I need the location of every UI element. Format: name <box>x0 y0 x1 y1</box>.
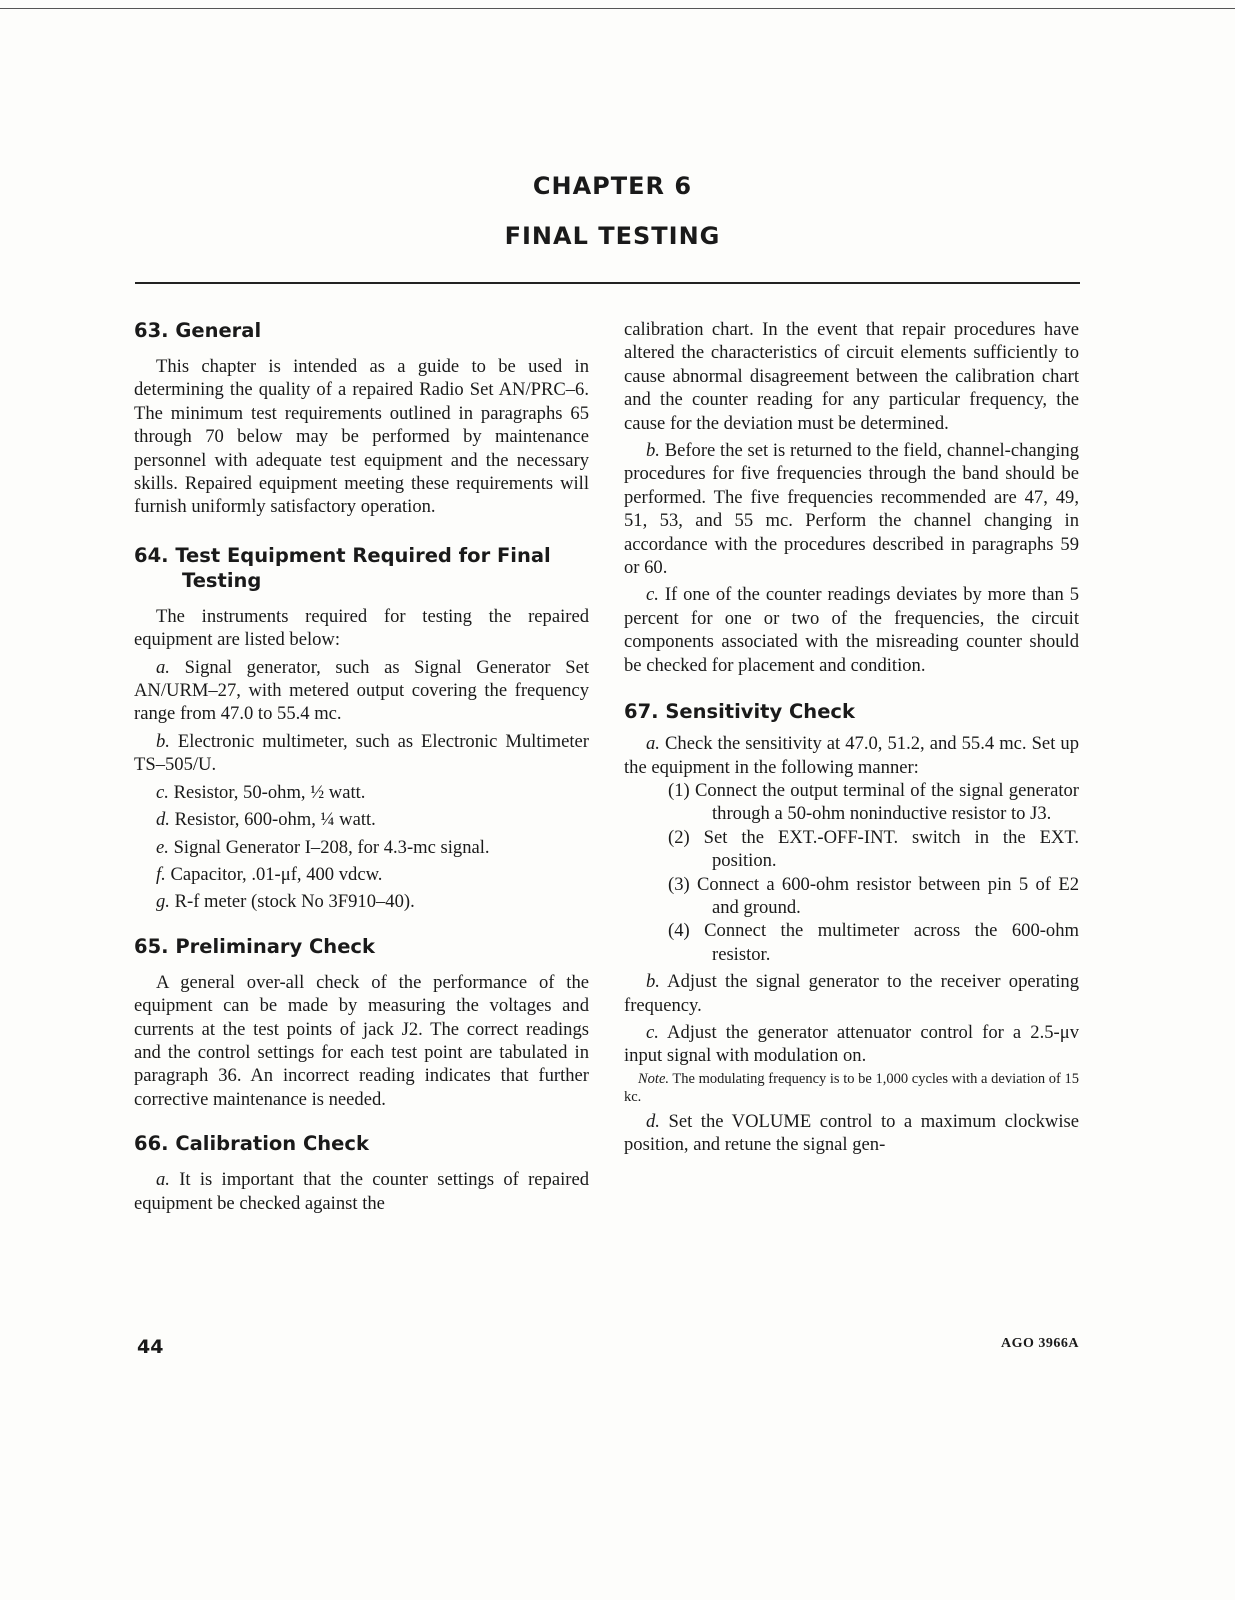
section-66-continuation: calibration chart. In the event that repair procedures have altered the characteristics of circuit elements sufficiently to cause abnormal disagreement between the calibration chart and the counter reading for any particular frequency, the cause for the deviation must be determined. <box>624 319 1079 434</box>
header-divider <box>135 282 1080 284</box>
right-column <box>624 318 1079 1157</box>
section-67-para-b: b. Adjust the signal generator to the receiver operating frequency. <box>624 971 1079 1016</box>
section-63-text: This chapter is intended as a guide to be used in determining the quality of a repaired Radio Set AN/PRC–6. The minimum test requirements outlined in paragraphs 65 through 70 below may be performed by maintenance personnel with adequate test equipment and the necessary skills. Repaired equipment meeting these requirements will furnish uniformly satisfactory operation. <box>134 356 589 518</box>
section-64-intro: The instruments required for testing the repaired equipment are listed below: <box>134 605 589 651</box>
chapter-number: CHAPTER 6 <box>532 172 693 200</box>
equipment-item-g: g. R-f meter (stock No 3F910–40). <box>156 891 415 913</box>
section-67-heading: 67. Sensitivity Check <box>624 700 855 724</box>
section-67-para-c: c. Adjust the generator attenuator control for a 2.5-μv input signal with modulation on. <box>624 1021 1080 1067</box>
section-66 <box>134 1131 589 1215</box>
setup-step-2: (2) Set the EXT.-OFF-INT. switch in the EXT. position. <box>668 826 1079 872</box>
section-66-heading: 66. Calibration Check <box>134 1132 369 1156</box>
left-column <box>134 318 589 1215</box>
ago-number: AGO 3966A <box>1001 1336 1079 1351</box>
setup-step-1: (1) Connect the output terminal of the signal generator through a 50-ohm noninductive resistor to J3. <box>668 779 1079 825</box>
section-63-heading: 63. General <box>134 319 262 342</box>
section-65-heading: 65. Preliminary Check <box>134 934 375 958</box>
section-67 <box>624 699 1079 1157</box>
section-65 <box>134 934 589 1111</box>
equipment-item-f: f. Capacitor, .01-μf, 400 vdcw. <box>156 863 383 885</box>
section-65-text: A general over-all check of the performance of the equipment can be made by measuring the voltages and currents at the test points of jack J2. The correct readings and the control settings for each test point are tabulated in paragraph 36. An incorrect reading indicates that further corrective maintenance is needed. <box>134 971 589 1110</box>
chapter-title: FINAL TESTING <box>504 222 721 250</box>
section-67-para-a: a. Check the sensitivity at 47.0, 51.2, and 55.4 mc. Set up the equipment in the following manner: <box>624 733 1079 778</box>
setup-steps <box>624 779 1079 966</box>
section-67-para-d: d. Set the VOLUME control to a maximum clockwise position, and retune the signal gen- <box>624 1110 1079 1156</box>
section-66-para-b: b. Before the set is returned to the field, channel-changing procedures for five frequencies through the band should be performed. The five frequencies recommended are 47, 49, 51, 53, and 55 mc. Perform the channel changing in accordance with the procedures described in paragraphs 59 or 60. <box>624 440 1079 579</box>
section-66-para-a: a. It is important that the counter settings of repaired equipment be checked against the <box>134 1169 589 1214</box>
section-64 <box>134 543 589 914</box>
equipment-item-a: a. Signal generator, such as Signal Generator Set AN/URM–27, with metered output covering the frequency range from 47.0 to 55.4 mc. <box>134 656 589 725</box>
section-66-para-c: c. If one of the counter readings deviates by more than 5 percent for one or two of the frequencies, the circuit components associated with the misreading counter should be checked for placement and condition. <box>624 584 1079 676</box>
equipment-item-e: e. Signal Generator I–208, for 4.3-mc signal. <box>156 836 490 858</box>
section-63 <box>134 318 589 519</box>
setup-step-3: (3) Connect a 600-ohm resistor between pin 5 of E2 and ground. <box>668 873 1079 918</box>
page-number: 44 <box>137 1336 164 1358</box>
equipment-item-b: b. Electronic multimeter, such as Electronic Multimeter TS–505/U. <box>134 730 589 776</box>
section-67-note: Note. The modulating frequency is to be 1,000 cycles with a deviation of 15 kc. <box>624 1070 1079 1105</box>
equipment-item-d: d. Resistor, 600-ohm, ¼ watt. <box>156 809 376 831</box>
equipment-item-c: c. Resistor, 50-ohm, ½ watt. <box>156 781 366 803</box>
section-64-heading: 64. Test Equipment Required for Final Testing <box>134 543 551 592</box>
top-edge-rule <box>0 8 1235 9</box>
setup-step-4: (4) Connect the multimeter across the 600-ohm resistor. <box>668 920 1079 965</box>
